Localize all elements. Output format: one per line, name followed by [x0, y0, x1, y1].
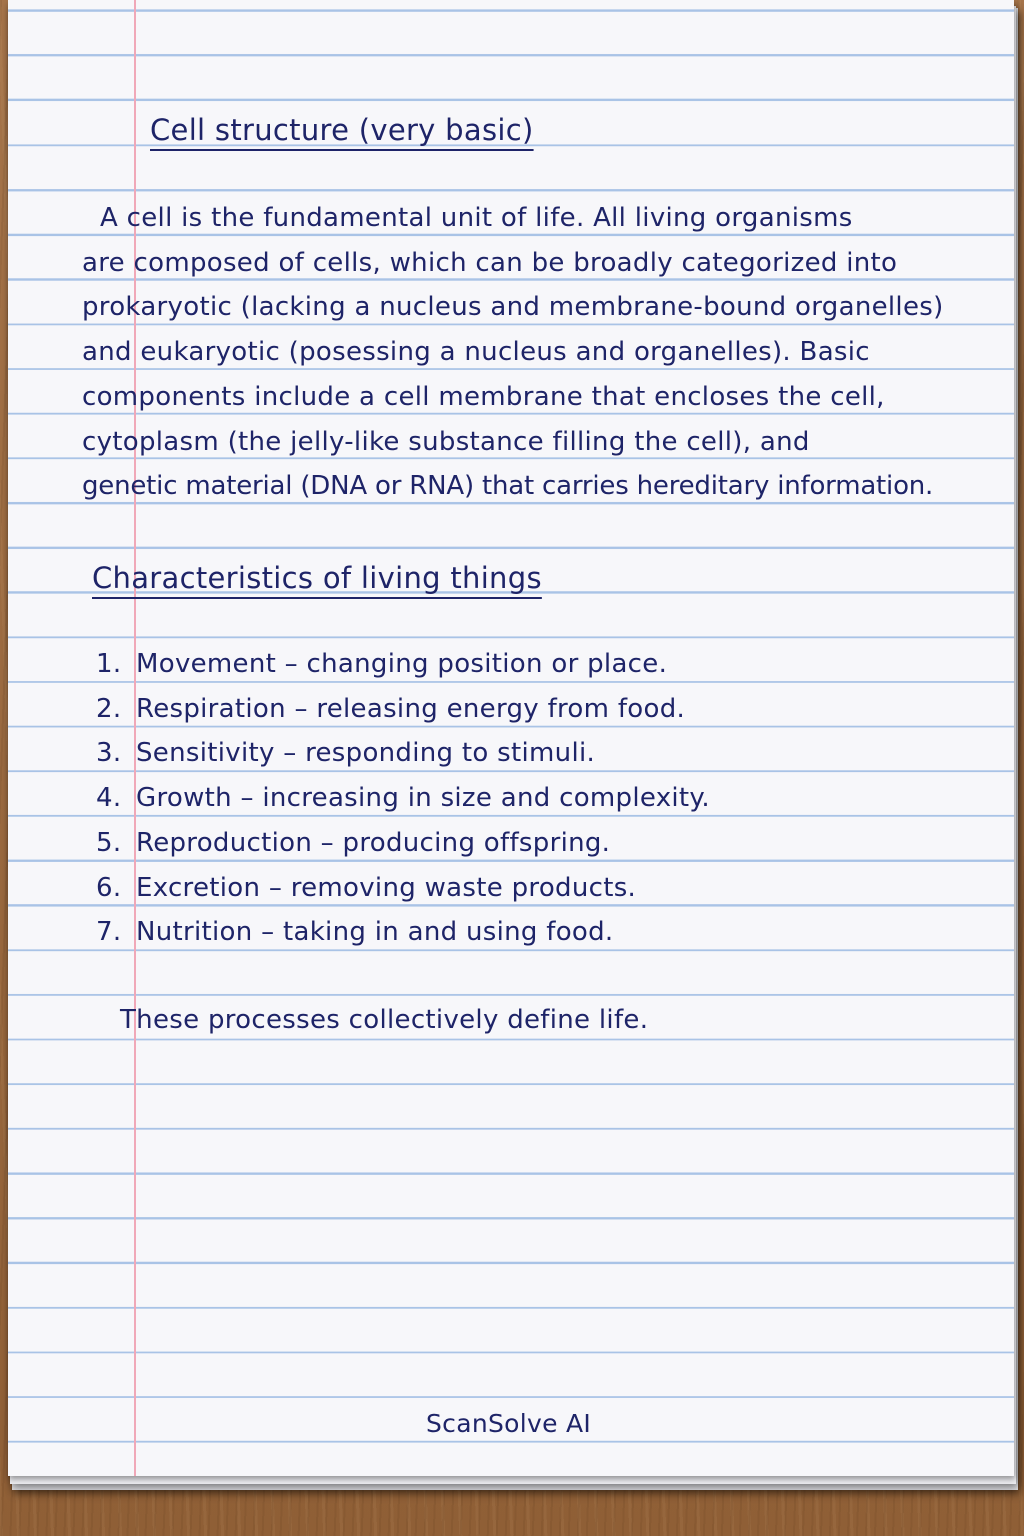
paragraph-line: A cell is the fundamental unit of life. All living organisms	[100, 203, 853, 233]
characteristics-list	[96, 642, 710, 955]
list-number: 5.	[96, 827, 122, 858]
paragraph-line: prokaryotic (lacking a nucleus and membrane-bound organelles)	[82, 292, 944, 323]
paragraph-line: are composed of cells, which can be broadly categorized into	[82, 247, 898, 278]
list-number: 7.	[96, 917, 122, 948]
list-text: Nutrition – taking in and using food.	[136, 917, 614, 948]
paragraph-line: cytoplasm (the jelly-like substance filling the cell), and	[82, 426, 810, 457]
list-item	[96, 910, 710, 955]
notebook-page	[8, 0, 1014, 1476]
closing-sentence: These processes collectively define life.	[120, 1005, 649, 1035]
list-text: Sensitivity – responding to stimuli.	[136, 738, 596, 769]
list-text: Respiration – releasing energy from food.	[136, 693, 686, 724]
list-number: 3.	[96, 738, 122, 769]
list-number: 1.	[96, 649, 122, 679]
list-item	[96, 687, 710, 732]
list-text: Growth – increasing in size and complexity.	[136, 783, 710, 814]
brand-watermark: ScanSolve AI	[426, 1409, 592, 1438]
list-number: 4.	[96, 783, 122, 814]
list-item	[96, 866, 710, 911]
paragraph-line: components include a cell membrane that encloses the cell,	[82, 381, 885, 412]
paragraph-line: genetic material (DNA or RNA) that carries hereditary information.	[82, 471, 934, 502]
heading-cell-structure: Cell structure (very basic)	[150, 113, 534, 147]
list-item	[96, 731, 710, 776]
list-item	[96, 776, 710, 821]
list-number: 6.	[96, 872, 122, 903]
list-text: Reproduction – producing offspring.	[136, 827, 611, 858]
list-text: Excretion – removing waste products.	[136, 872, 637, 903]
heading-characteristics: Characteristics of living things	[92, 561, 542, 595]
list-text: Movement – changing position or place.	[136, 649, 668, 679]
paragraph-line: and eukaryotic (posessing a nucleus and organelles). Basic	[82, 337, 870, 368]
list-number: 2.	[96, 693, 122, 724]
list-item	[96, 821, 710, 866]
cell-paragraph	[82, 196, 982, 509]
list-item	[96, 642, 710, 687]
